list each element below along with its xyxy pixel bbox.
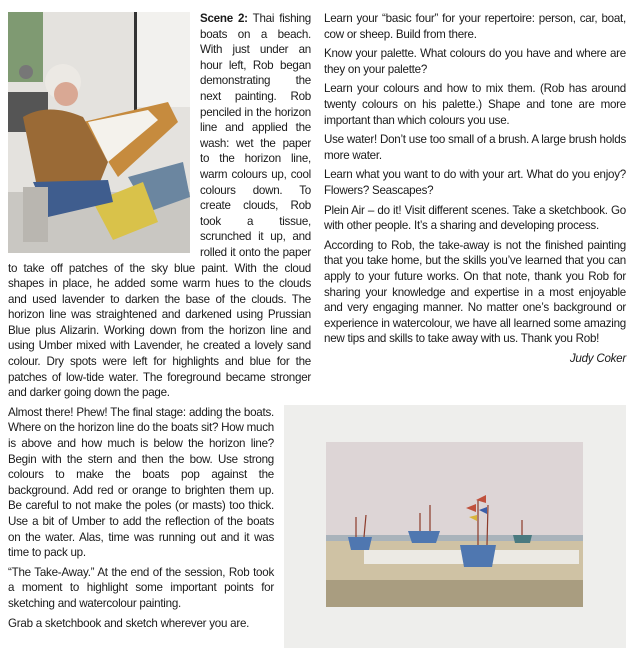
closing-paragraph: According to Rob, the take-away is not the finished painting that you take home, but the skills you’ve learned that you can apply to your future works. On that note, thank you Rob for sharing your knowledge and expertise in a most enjoyable and very engaging manner. No matter one’s background or experience in watercolour, we have all learned some amazing new tips and skills to take away with us. Thank you Rob! [324, 238, 626, 346]
photo-watercolour-boats [284, 405, 626, 648]
take-away-paragraph: “The Take-Away.” At the end of the session, Rob took a moment to highlight some important points for sketching and watercolour painting. [8, 565, 274, 610]
left-column [8, 11, 311, 635]
final-stage-paragraph: Almost there! Phew! The final stage: adding the boats. Where on the horizon line do the boats sit? How much is above and how much is below the horizon line? Begin with the stern and then the bow. Use strong colours to make the boats pop against the background. Add red or orange to brighten them up. Be careful to not make the poles (or masts) too thick. Use a bit of Umber to add the reflection of the boats on the water. Alas, time was running out and it was time to pack up. [8, 405, 274, 560]
tip-colours: Learn your colours and how to mix them. (Rob has around twenty colours on his palette.) Shape and tone are more important than which colours you use. [324, 82, 626, 127]
scene-heading: Scene 2: [200, 12, 248, 25]
author-signature: Judy Coker [569, 351, 626, 365]
tip-water: Use water! Don’t use too small of a brush. A large brush holds more water. [324, 133, 626, 162]
sketchbook-paragraph: Grab a sketchbook and sketch wherever you are. [8, 616, 250, 630]
tip-plein-air: Plein Air – do it! Visit different scenes. Take a sketchbook. Go with other people. It’s a sharing and developing process. [324, 203, 626, 233]
tip-basic-four: Learn your “basic four” for your repertoire: person, car, boat, cow or sheep. Build from there. [324, 12, 626, 41]
scene-2-text: Thai fishing boats on a beach. With just under an hour left, Rob began demonstrating the next painting. Rob penciled in the horizon line and applied the wash: wet the paper to the horizon line, warm colours up, cool colours down. To create clouds, Rob took a tissue, scrunched it up, and rolled it onto the paper to take off patches of the sky blue paint. With the cloud shapes in place, he added some warm hues to the clouds and used lavender to darken the base of the clouds. The horizon line was straightened and darkened using Prussian Blue plus Alizarin. Working down from the horizon line and using Umber mixed with Lavender, he created a lovely sand colour. Dry spots were left for highlights and blue for the patches of low-tide water. The foreground became stronger and darker going down the page. [8, 12, 311, 400]
photo-rob-painting [8, 12, 190, 253]
tip-palette: Know your palette. What colours do you have and where are they on your palette? [324, 47, 626, 76]
tip-art: Learn what you want to do with your art. What do you enjoy? Flowers? Seascapes? [324, 168, 626, 197]
right-column [324, 11, 626, 370]
